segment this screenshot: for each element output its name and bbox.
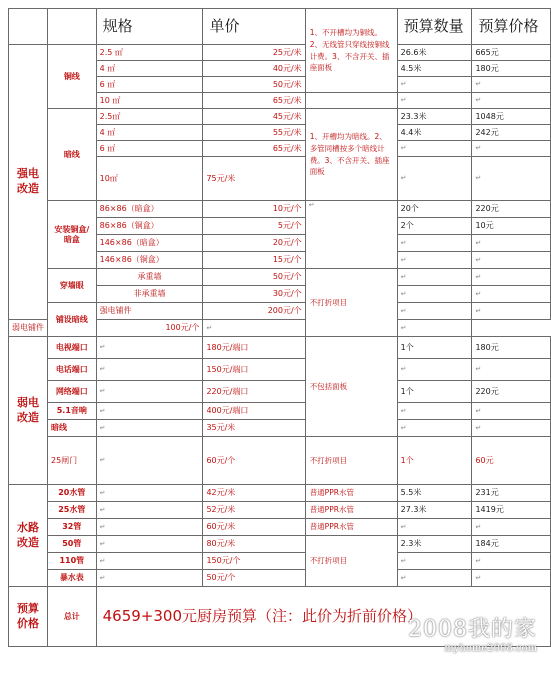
price-cell: 75元/米 [203,157,305,201]
total-cell: 231元 [472,485,551,502]
empty-mark: ↵ [397,286,472,303]
qty-cell: 1个 [397,337,472,359]
empty-mark: ↵ [472,420,551,437]
empty-mark: ↵ [472,252,551,269]
empty-mark: ↵ [96,381,203,403]
budget-total-label: 总计 [48,587,97,647]
water-item-label: 50管 [48,536,97,553]
empty-mark: ↵ [96,485,203,502]
price-cell: 50元/个 [203,269,305,286]
empty-mark: ↵ [397,93,472,109]
spec-cell: 146×86（铜盒） [96,252,203,269]
table-row [9,403,551,420]
empty-mark: ↵ [397,141,472,157]
table-row [9,420,551,437]
price-cell: 45元/米 [203,109,305,125]
water-note: 普通PPR水管 [305,502,397,519]
empty-mark: ↵ [96,536,203,553]
table-row [9,337,551,359]
table-row [9,359,551,381]
empty-mark: ↵ [96,570,203,587]
table-row [9,437,551,485]
qty-cell: 4.5米 [397,61,472,77]
empty-mark: ↵ [96,337,203,359]
empty-mark: ↵ [305,201,397,269]
table-row [9,570,551,587]
price-cell: 50元/米 [203,77,305,93]
empty-mark: ↵ [397,303,472,320]
header-budget-price: 预算价格 [472,9,551,45]
empty-mark: ↵ [96,519,203,536]
table-row [9,553,551,570]
weak-item-label: 电话端口 [48,359,97,381]
total-cell: 220元 [472,381,551,403]
table-row [9,485,551,502]
header-quantity: 预算数量 [397,9,472,45]
price-cell: 65元/米 [203,93,305,109]
empty-mark: ↵ [472,570,551,587]
price-cell: 35元/米 [203,420,305,437]
empty-mark: ↵ [472,93,551,109]
price-cell: 200元/个 [203,303,305,320]
watermark-title: 2008我的家 [408,617,537,642]
sub-box: 安装铜盒/暗盒 [48,201,97,269]
empty-mark: ↵ [96,420,203,437]
price-cell: 10元/个 [203,201,305,218]
category-weak: 弱电改造 [9,337,48,485]
total-cell: 220元 [472,201,551,218]
table-row [9,201,551,218]
empty-mark: ↵ [96,437,203,485]
empty-mark: ↵ [397,519,472,536]
price-cell: 25元/米 [203,45,305,61]
empty-mark: ↵ [472,519,551,536]
water-note: 普通PPR水管 [305,485,397,502]
spec-cell: 146×86（暗盒） [96,235,203,252]
table-row [9,502,551,519]
empty-mark: ↵ [96,553,203,570]
cropped-top-row [0,0,551,7]
water-item-label: 25水管 [48,502,97,519]
category-strong: 强电改造 [9,45,48,320]
budget-total-text: 4659+300元厨房预算（注：此价为折前价格） [96,587,550,647]
price-cell: 220元/端口 [203,381,305,403]
total-cell: 180元 [472,61,551,77]
spec-cell: 6 ㎡ [96,141,203,157]
water-item-label: 110管 [48,553,97,570]
qty-cell: 5.5米 [397,485,472,502]
water-item-label: 暴水表 [48,570,97,587]
qty-cell: 27.3米 [397,502,472,519]
table-row [9,536,551,553]
spec-cell: 4 ㎡ [96,61,203,77]
empty-mark: ↵ [203,320,305,337]
empty-mark: ↵ [397,420,472,437]
header-unit-price: 单价 [203,9,305,45]
qty-cell: 1个 [397,437,472,485]
empty-mark: ↵ [472,141,551,157]
price-cell: 30元/个 [203,286,305,303]
price-cell: 60元/个 [203,437,305,485]
price-cell: 180元/端口 [203,337,305,359]
price-cell: 42元/米 [203,485,305,502]
total-cell: 665元 [472,45,551,61]
table-row [9,269,551,286]
total-cell: 1048元 [472,109,551,125]
category-budget: 预算价格 [9,587,48,647]
spec-cell: 强电铺件 [96,303,203,320]
price-cell: 150元/端口 [203,359,305,381]
total-cell: 180元 [472,337,551,359]
qty-cell: 4.4米 [397,125,472,141]
empty-mark: ↵ [397,359,472,381]
empty-mark: ↵ [472,303,551,320]
budget-row [9,587,551,647]
water-no-discount-note: 不打折项目 [305,536,397,587]
empty-mark: ↵ [397,77,472,93]
category-water: 水路改造 [9,485,48,587]
sub-concealed-wire: 暗线 [48,109,97,201]
qty-cell: 2.3米 [397,536,472,553]
spec-cell: 6 ㎡ [96,77,203,93]
empty-mark: ↵ [397,252,472,269]
price-cell: 20元/个 [203,235,305,252]
spec-cell: 4 ㎡ [96,125,203,141]
empty-mark: ↵ [397,320,472,337]
qty-cell: 26.6米 [397,45,472,61]
spec-cell: 非承重墙 [96,286,203,303]
price-cell: 400元/端口 [203,403,305,420]
water-item-label: 20水管 [48,485,97,502]
copper-note: 1、不开槽均为铜线。2、无线管只穿线按铜线计费。3、不含开关、插座面板 [305,9,397,93]
price-cell: 55元/米 [203,125,305,141]
note-spacer [305,93,397,109]
spec-cell: 10㎡ [96,157,203,201]
empty-mark: ↵ [472,359,551,381]
header-spec: 规格 [96,9,203,45]
water-note: 普通PPR水管 [305,519,397,536]
weak-gate-label: 25闸门 [48,437,97,485]
gate-note: 不打折项目 [305,437,397,485]
total-cell: 10元 [472,218,551,235]
empty-mark: ↵ [397,269,472,286]
empty-mark: ↵ [472,286,551,303]
weak-item-label: 电视端口 [48,337,97,359]
total-cell: 1419元 [472,502,551,519]
empty-mark: ↵ [472,77,551,93]
table-row [9,381,551,403]
sub-copper-wire: 铜线 [48,45,97,109]
weak-item-label: 5.1音响 [48,403,97,420]
price-cell: 65元/米 [203,141,305,157]
empty-mark: ↵ [397,157,472,201]
total-cell: 60元 [472,437,551,485]
price-cell: 50元/个 [203,570,305,587]
weak-item-label: 暗线 [48,420,97,437]
no-discount-note: 不打折项目 [305,269,397,337]
spec-cell: 2.5㎡ [96,109,203,125]
empty-mark: ↵ [397,235,472,252]
empty-mark: ↵ [96,403,203,420]
empty-mark: ↵ [472,235,551,252]
table-row [9,519,551,536]
qty-cell: 23.3米 [397,109,472,125]
water-item-label: 32管 [48,519,97,536]
empty-mark: ↵ [472,553,551,570]
sub-wall-hole: 穿墙眼 [48,269,97,303]
weak-item-label: 网络端口 [48,381,97,403]
empty-mark: ↵ [472,269,551,286]
empty-mark: ↵ [472,157,551,201]
spec-cell: 86×86（暗盒） [96,201,203,218]
qty-cell: 20个 [397,201,472,218]
total-cell: 184元 [472,536,551,553]
price-cell: 80元/米 [203,536,305,553]
budget-table [8,8,551,647]
header-row [9,9,551,45]
price-cell: 40元/米 [203,61,305,77]
table-row [9,303,551,320]
header-blank [9,9,48,45]
total-cell: 242元 [472,125,551,141]
spec-cell: 弱电铺件 [9,320,48,337]
table-row [9,109,551,125]
price-cell: 60元/米 [203,519,305,536]
empty-mark: ↵ [397,570,472,587]
qty-cell: 2个 [397,218,472,235]
price-cell: 15元/个 [203,252,305,269]
price-cell: 5元/个 [203,218,305,235]
concealed-note: 1、开槽均为暗线。2、多管同槽按多个暗线计费。3、不含开关、插座面板 [305,109,397,201]
spec-cell: 2.5 ㎡ [96,45,203,61]
empty-mark: ↵ [397,403,472,420]
empty-mark: ↵ [96,359,203,381]
spec-cell: 86×86（铜盒） [96,218,203,235]
price-cell: 52元/米 [203,502,305,519]
empty-mark: ↵ [397,553,472,570]
watermark-url: myhome2008.com [444,643,537,654]
empty-mark: ↵ [472,403,551,420]
table-row [9,45,551,61]
header-blank [48,9,97,45]
qty-cell: 1个 [397,381,472,403]
weak-note: 不包括面板 [305,337,397,437]
price-cell: 100元/个 [96,320,203,337]
price-cell: 150元/个 [203,553,305,570]
spec-cell: 10 ㎡ [96,93,203,109]
sub-fitting: 铺设暗线 [48,303,97,337]
empty-mark: ↵ [96,502,203,519]
spec-cell: 承重墙 [96,269,203,286]
